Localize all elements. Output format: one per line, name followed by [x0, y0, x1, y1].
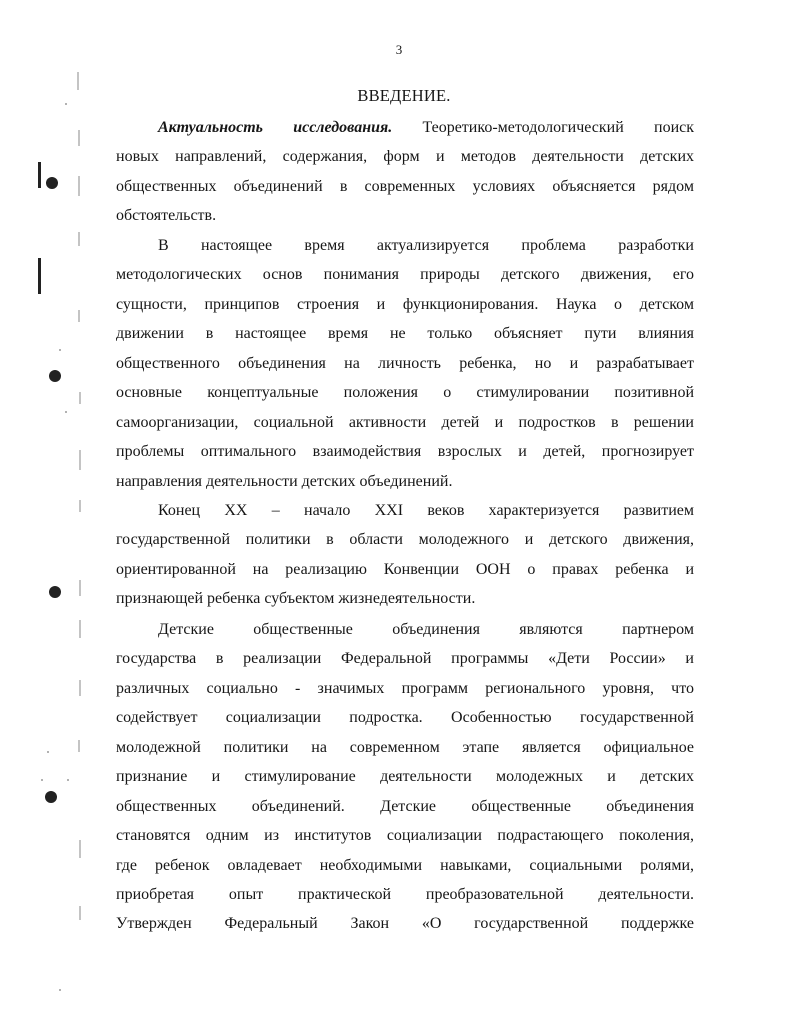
- text-line: ориентированной на реализацию Конвенции ООН о правах ребенка и: [116, 560, 694, 578]
- text-line: государственной политики в области молодежного и детского движения,: [116, 531, 694, 549]
- scan-margin-artifacts: [0, 0, 110, 1024]
- text-line: государства в реализации Федеральной программы «Дети России» и: [116, 650, 694, 668]
- scan-hole: [49, 370, 61, 382]
- text-line: В настоящее время актуализируется проблема разработки: [158, 237, 694, 254]
- text-line: общественных объединений. Детские общественные объединения: [116, 797, 694, 815]
- text-line: направления деятельности детских объединений.: [116, 472, 453, 490]
- text-line: становятся одним из институтов социализации подрастающего поколения,: [116, 827, 694, 845]
- scan-hole: [49, 586, 61, 598]
- text-line: различных социально - значимых программ регионального уровня, что: [116, 679, 694, 697]
- text-line: новых направлений, содержания, форм и методов деятельности детских: [116, 148, 694, 166]
- text-line: основные концептуальные положения о стимулировании позитивной: [116, 384, 694, 402]
- text-line: сущности, принципов строения и функционирования. Наука о детском: [116, 295, 694, 313]
- scan-mark: [38, 162, 41, 188]
- scan-hole: [46, 177, 58, 189]
- text-line: проблемы оптимального взаимодействия взрослых и детей, прогнозирует: [116, 443, 694, 461]
- text-line: общественных объединений в современных условиях объясняется рядом: [116, 177, 694, 195]
- paragraph-relevance: [116, 113, 694, 231]
- text-fragment: Теоретико-методологический поиск: [392, 119, 694, 136]
- section-heading: ВВЕДЕНИЕ.: [357, 86, 451, 105]
- text-line: общественного объединения на личность ребенка, но и разрабатывает: [116, 354, 694, 372]
- text-line: Детские общественные объединения являются партнером: [158, 621, 694, 638]
- text-line: молодежной политики на современном этапе является официальное: [116, 738, 694, 756]
- text-line: самоорганизации, социальной активности детей и подростков в решении: [116, 413, 694, 431]
- scan-mark: [38, 258, 41, 294]
- text-line: движении в настоящее время не только объясняет пути влияния: [116, 325, 694, 343]
- text-line: обстоятельств.: [116, 207, 217, 225]
- text-line: Утвержден Федеральный Закон «О государственной поддержке: [116, 915, 694, 933]
- page-number: 3: [395, 42, 403, 57]
- text-line: признание и стимулирование деятельности молодежных и детских: [116, 768, 694, 786]
- text-line: [116, 113, 694, 142]
- relevance-lead: Актуальность исследования.: [158, 119, 393, 136]
- text-line: признающей ребенка субъектом жизнедеятельности.: [116, 590, 476, 608]
- text-line: приобретая опыт практической преобразовательной деятельности.: [116, 885, 694, 903]
- paragraph-methodology: [116, 231, 694, 496]
- scan-hole: [45, 791, 57, 803]
- paragraph-state-policy: [116, 496, 694, 614]
- text-line: Конец XX – начало XXI веков характеризуется развитием: [158, 502, 694, 519]
- text-line: содействует социализации подростка. Особенностью государственной: [116, 709, 694, 727]
- text-line: где ребенок овладевает необходимыми навыками, социальными ролями,: [116, 856, 694, 874]
- paragraph-public-associations: [116, 615, 694, 939]
- text-line: методологических основ понимания природы детского движения, его: [116, 266, 694, 284]
